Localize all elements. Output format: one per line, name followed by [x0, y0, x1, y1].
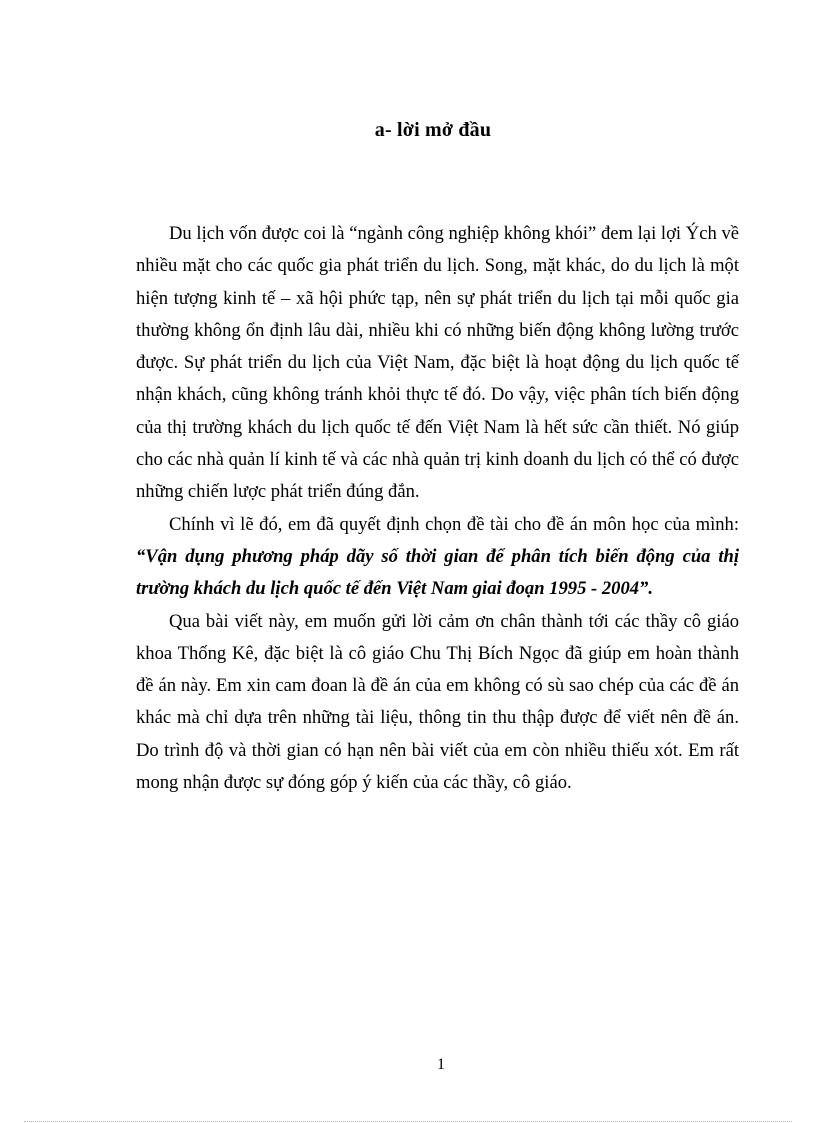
paragraph-intro: Du lịch vốn được coi là “ngành công nghiệp không khói” đem lại lợi Ých về nhiều mặt cho các quốc gia phát triển du lịch. Song, mặt khác, do du lịch là một hiện tượng kinh tế – xã hội phức tạp, nên sự phát triển du lịch tại mỗi quốc gia thường không ổn định lâu dài, nhiều khi có những biến động không lường trước được. Sự phát triển du lịch của Việt Nam, đặc biệt là hoạt động du lịch quốc tế nhận khách, cũng không tránh khỏi thực tế đó. Do vậy, việc phân tích biến động của thị trường khách du lịch quốc tế đến Việt Nam là hết sức cần thiết. Nó giúp cho các nhà quản lí kinh tế và các nhà quản trị kinh doanh du lịch có thể có được những chiến lược phát triển đúng đắn. [136, 223, 739, 503]
paragraph-acknowledgement: Qua bài viết này, em muốn gửi lời cảm ơn chân thành tới các thầy cô giáo khoa Thống Kê, đặc biệt là cô giáo Chu Thị Bích Ngọc đã giúp em hoàn thành đề án này. Em xin cam đoan là đề án của em không có sù sao chép của các đề án khác mà chỉ dựa trên những tài liệu, thông tin thu thập được để viết nên đề án. Do trình độ và thời gian có hạn nên bài viết của em còn nhiều thiếu xót. Em rất mong nhận được sự đóng góp ý kiến của các thầy, cô giáo. [136, 610, 739, 794]
paragraph-topic-lead: Chính vì lẽ đó, em đã quyết định chọn đề tài cho đề án môn học của mình: [169, 513, 739, 535]
body-text [136, 218, 739, 799]
topic-title: “Vận dụng phương pháp dãy số thời gian để phân tích biến động của thị trường khách du lịch quốc tế đến Việt Nam giai đoạn 1995 - 2004”. [136, 545, 739, 600]
page-bottom-dotted-divider [24, 1121, 792, 1122]
page-number: 1 [437, 1056, 445, 1073]
paragraph-topic [136, 509, 739, 606]
page-title: a- lời mở đầu [374, 119, 492, 141]
